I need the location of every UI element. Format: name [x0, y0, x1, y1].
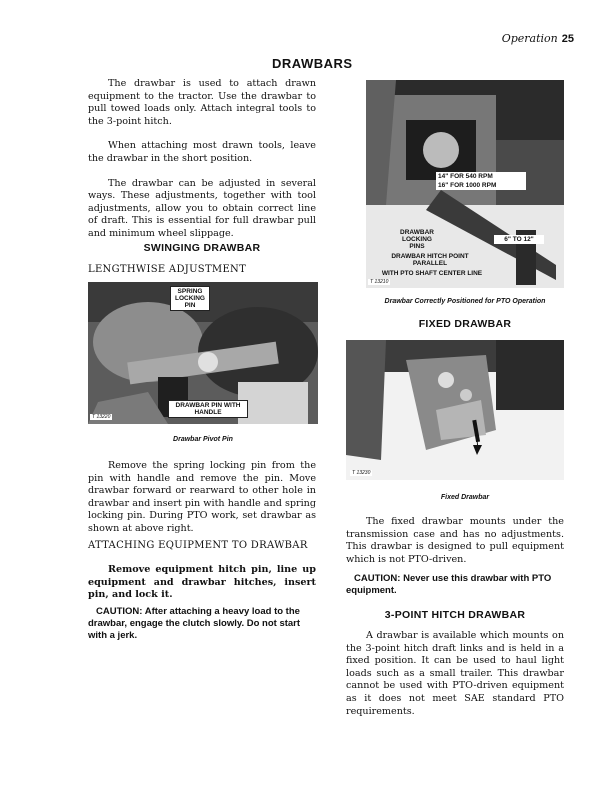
figure1-caption: Drawbar Pivot Pin	[173, 436, 233, 443]
drawbar-locking-pins-label: DRAWBAR LOCKING PINS	[400, 229, 434, 250]
fixed-drawbar-photo	[346, 340, 564, 480]
attaching-paragraph: Remove equipment hitch pin, line up equipment and drawbar hitches, insert pin, and lock it.	[88, 564, 316, 601]
section-name: Operation	[501, 32, 558, 45]
left-caution-block	[88, 606, 316, 642]
page-number: 25	[561, 33, 574, 45]
drawbar-pivot-pin-photo	[88, 282, 318, 424]
intro-paragraph-2: When attaching most drawn tools, leave the drawbar in the short position.	[88, 140, 316, 164]
pto-center-line-label: WITH PTO SHAFT CENTER LINE	[381, 270, 483, 277]
three-point-hitch-heading: 3-POINT HITCH DRAWBAR	[384, 609, 526, 621]
fixed-drawbar-illustration	[346, 340, 564, 480]
hitch-point-parallel-label: DRAWBAR HITCH POINT PARALLEL	[391, 253, 469, 267]
drawbar-pin-label: DRAWBAR PIN WITH HANDLE	[168, 400, 248, 418]
three-point-hitch-paragraph: A drawbar is available which mounts on the 3-point hitch draft links and is held in a fixed position. It can be used to haul light loads such as a small trailer. This drawbar cannot be used with PTO-driven equipment as it does not meet SAE standard PTO requirements.	[346, 630, 564, 717]
fixed-drawbar-paragraph: The fixed drawbar mounts under the transmission case and has no adjustments. This drawbar is designed to pull equipment which is not PTO-driven.	[346, 516, 564, 565]
swinging-drawbar-heading: SWINGING DRAWBAR	[143, 242, 261, 254]
figure2-caption: Drawbar Correctly Positioned for PTO Operation	[384, 298, 546, 305]
remove-pin-paragraph: Remove the spring locking pin from the pin with handle and remove the pin. Move drawbar forward or rearward to other hole in drawbar and insert pin with handle and spring locking pin. During PTO work, set drawbar as shown at above right.	[88, 460, 316, 534]
attaching-block	[88, 564, 316, 602]
rpm-label-1000: 16" FOR 1000 RPM	[436, 181, 526, 190]
figure2-tag: T 13210	[370, 279, 389, 285]
lengthwise-adjustment-heading: LENGTHWISE ADJUSTMENT	[88, 264, 247, 275]
left-column	[88, 78, 316, 241]
right-caution-text: CAUTION: Never use this drawbar with PTO equipment.	[346, 573, 552, 596]
figure3-caption: Fixed Drawbar	[440, 494, 490, 501]
fixed-drawbar-heading: FIXED DRAWBAR	[418, 318, 512, 330]
figure3-tag: T 13230	[352, 470, 371, 476]
page-title: DRAWBARS	[272, 56, 353, 71]
figure1-tag: T 13220	[92, 414, 111, 420]
three-point-hitch-block	[346, 630, 564, 718]
attaching-equipment-heading: ATTACHING EQUIPMENT TO DRAWBAR	[88, 540, 308, 551]
pto-drawbar-photo	[366, 80, 564, 288]
range-label: 6" TO 12"	[494, 235, 544, 244]
rpm-label-540: 14" FOR 540 RPM	[436, 172, 526, 181]
spring-locking-pin-label: SPRING LOCKING PIN	[170, 286, 210, 311]
left-column-lower	[88, 460, 316, 536]
fixed-drawbar-block	[346, 516, 564, 566]
intro-paragraph-1: The drawbar is used to attach drawn equipment to the tractor. Use the drawbar to pull towed loads only. Attach integral tools to the 3-point hitch.	[88, 78, 316, 127]
page-header	[502, 32, 574, 45]
right-caution-block	[346, 573, 564, 597]
intro-paragraph-3: The drawbar can be adjusted in several ways. These adjustments, together with tool adjustments, allow you to obtain correct line of draft. This is essential for full drawbar pull and minimum wheel slippage.	[88, 177, 316, 239]
left-caution-text: CAUTION: After attaching a heavy load to the drawbar, engage the clutch slowly. Do not start with a jerk.	[88, 606, 301, 641]
